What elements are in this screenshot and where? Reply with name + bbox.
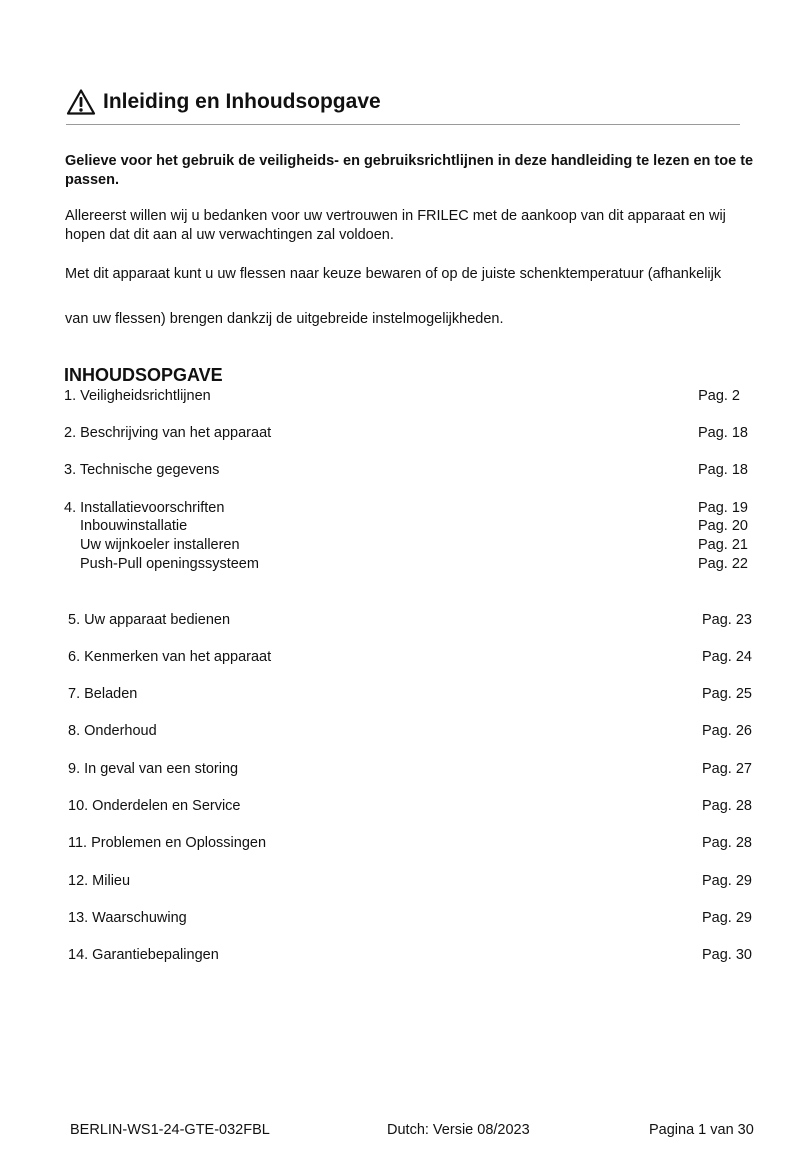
toc-entry-title: 13. Waarschuwing [68,910,187,926]
toc-entry-page: Pag. 2 [698,388,740,404]
title-divider [66,124,740,125]
toc-entry-garantiebepalingen [68,946,752,964]
toc-subentry-wijnkoeler-installeren [80,536,748,554]
toc-entry-title: 10. Onderdelen en Service [68,798,241,814]
warning-triangle-icon [66,88,96,116]
toc-entry-title: 8. Onderhoud [68,723,157,739]
footer-page-number: Pagina 1 van 30 [649,1122,754,1138]
toc-entry-title: 5. Uw apparaat bedienen [68,612,231,628]
toc-entry-beschrijving [64,424,748,442]
toc-subentry-push-pull [80,555,748,573]
toc-entry-waarschuwing [68,909,752,927]
toc-entry-page: Pag. 23 [702,612,752,628]
toc-entry-title: 6. Kenmerken van het apparaat [68,649,272,665]
toc-entry-title: 3. Technische gegevens [64,462,220,478]
toc-entry-installatievoorschriften [64,499,748,517]
toc-entry-title: Uw wijnkoeler installeren [80,537,240,553]
page-header [66,86,381,118]
intro-instruction: Gelieve voor het gebruik de veiligheids- en gebruiksrichtlijnen in deze handleiding te lezen en toe te passen. [65,153,754,188]
intro-paragraph-thanks: Allereerst willen wij u bedanken voor uw vertrouwen in FRILEC met de aankoop van dit apparaat en wij hopen dat dit aan al uw verwachtingen zal voldoen. [65,208,726,243]
toc-entry-title: 9. In geval van een storing [68,761,239,777]
toc-entry-page: Pag. 28 [702,835,752,851]
toc-entry-onderdelen-service [68,797,752,815]
toc-entry-page: Pag. 30 [702,947,752,963]
toc-entry-title: 12. Milieu [68,873,131,889]
toc-entry-technische-gegevens [64,461,748,479]
toc-entry-page: Pag. 24 [702,649,752,665]
toc-entry-page: Pag. 22 [698,556,748,572]
toc-entry-title: 11. Problemen en Oplossingen [68,835,267,851]
intro-paragraph-usage-continued: van uw flessen) brengen dankzij de uitgebreide instelmogelijkheden. [65,311,504,327]
toc-heading: INHOUDSOPGAVE [64,365,223,385]
toc-subentry-inbouwinstallatie [80,517,748,535]
toc-entry-title: Inbouwinstallatie [80,518,188,534]
intro-paragraph-usage: Met dit apparaat kunt u uw flessen naar keuze bewaren of op de juiste schenktemperatuur (afhankelijk [65,266,722,282]
toc-entry-title: 2. Beschrijving van het apparaat [64,425,272,441]
toc-entry-title: 1. Veiligheidsrichtlijnen [64,388,211,404]
toc-entry-title: Push-Pull openingssysteem [80,556,259,572]
toc-entry-page: Pag. 21 [698,537,748,553]
toc-entry-onderhoud [68,722,752,740]
toc-entry-apparaat-bedienen [68,611,752,629]
toc-entry-milieu [68,872,752,890]
toc-entry-page: Pag. 20 [698,518,748,534]
toc-entry-storing [68,760,752,778]
toc-entry-title: 4. Installatievoorschriften [64,500,225,516]
footer-version: Dutch: Versie 08/2023 [387,1122,530,1138]
toc-entry-kenmerken [68,648,752,666]
toc-entry-page: Pag. 26 [702,723,752,739]
toc-entry-page: Pag. 19 [698,500,748,516]
toc-entry-page: Pag. 29 [702,910,752,926]
toc-entry-page: Pag. 18 [698,462,748,478]
toc-entry-page: Pag. 18 [698,425,748,441]
toc-entry-page: Pag. 27 [702,761,752,777]
toc-entry-title: 14. Garantiebepalingen [68,947,219,963]
toc-entry-page: Pag. 29 [702,873,752,889]
footer-model: BERLIN-WS1-24-GTE-032FBL [70,1122,270,1138]
toc-entry-problemen-oplossingen [68,834,752,852]
toc-entry-veiligheidsrichtlijnen [64,387,740,405]
toc-entry-title: 7. Beladen [68,686,138,702]
toc-entry-page: Pag. 25 [702,686,752,702]
page-title: Inleiding en Inhoudsopgave [103,90,381,113]
toc-entry-beladen [68,685,752,703]
toc-entry-page: Pag. 28 [702,798,752,814]
